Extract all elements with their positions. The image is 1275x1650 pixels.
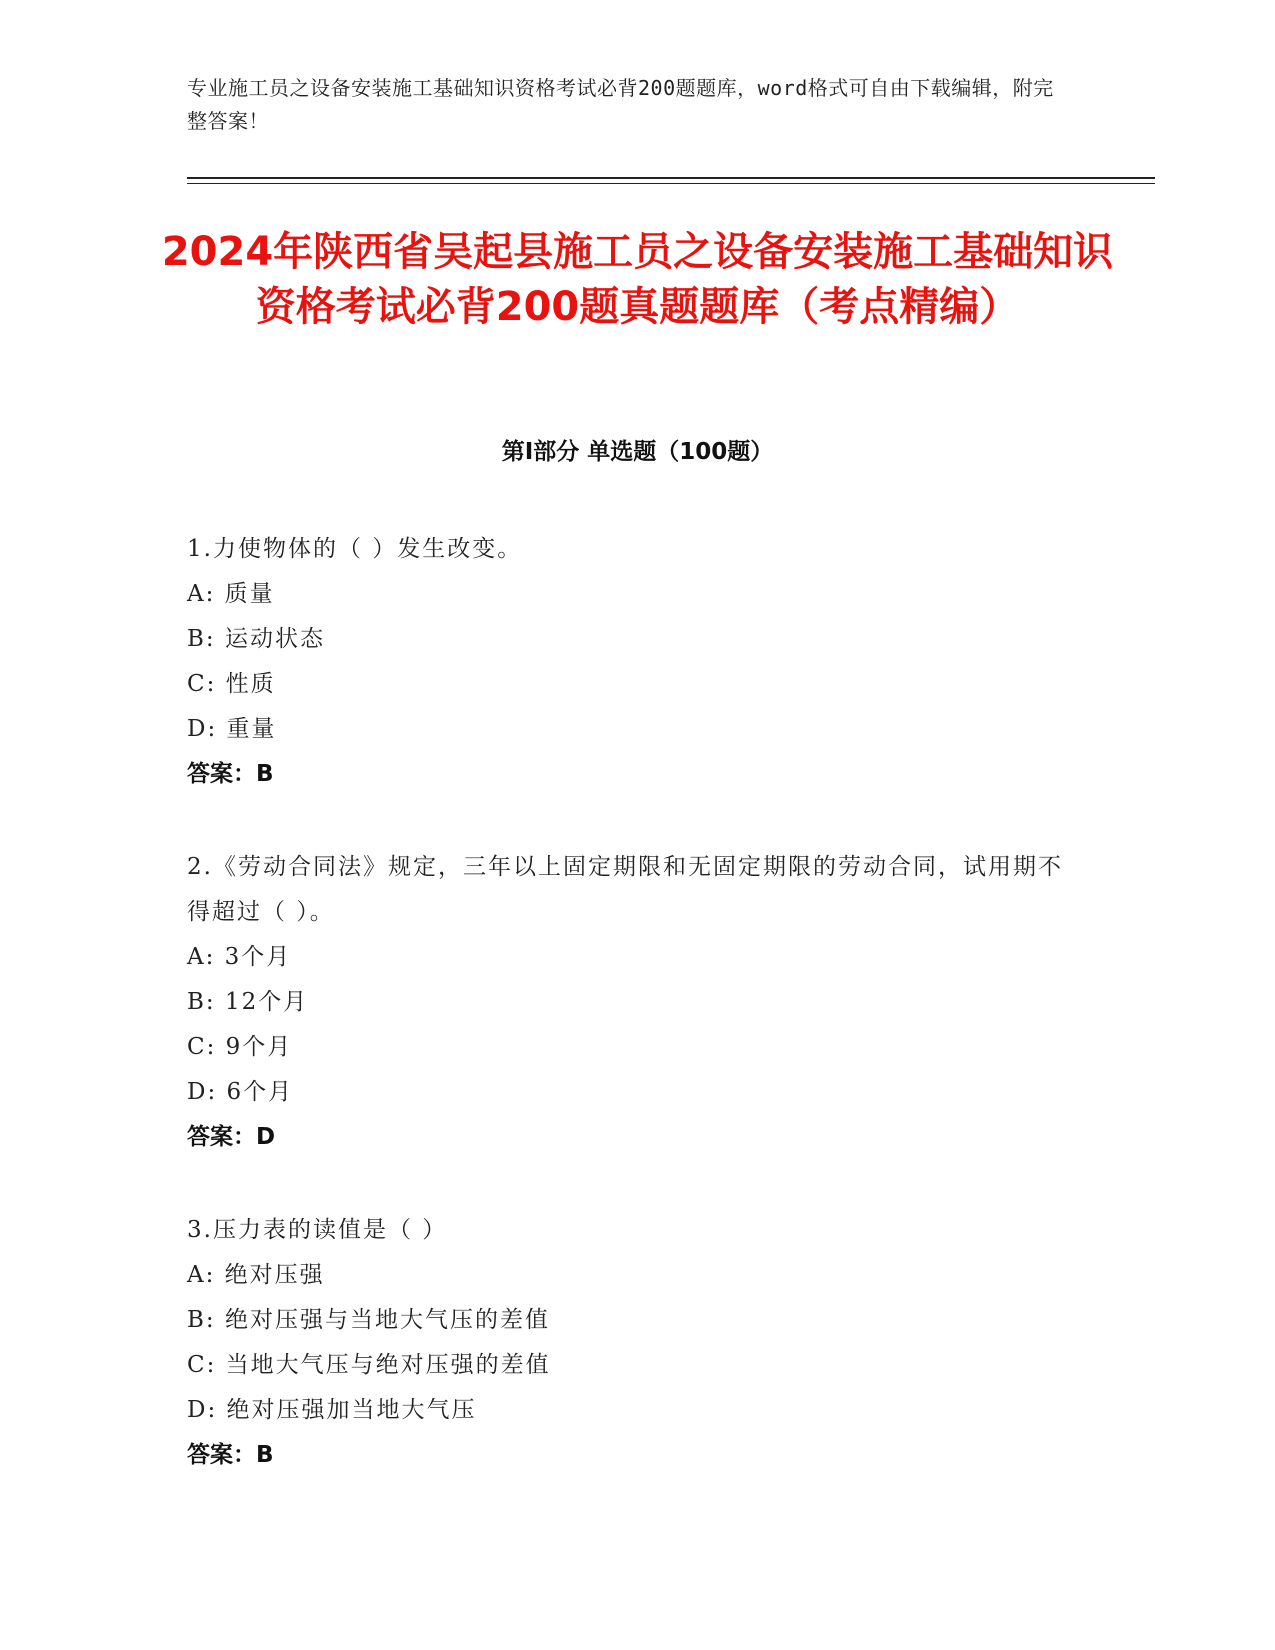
question-stem: 2.《劳动合同法》规定，三年以上固定期限和无固定期限的劳动合同，试用期不得超过（ ）。 [187,854,1063,925]
option-d: D: 绝对压强加当地大气压 [187,1397,477,1423]
option-a: A: 绝对压强 [187,1262,325,1288]
option-b: B: 运动状态 [187,626,325,652]
option-a: A: 3个月 [187,944,292,970]
question-stem: 1.力使物体的（ ）发生改变。 [187,536,523,562]
option-a: A: 质量 [187,581,275,607]
header-divider-thin [187,183,1155,184]
option-b: B: 12个月 [187,989,309,1015]
question-3 [187,1208,1067,1478]
header-divider-thick [187,177,1155,179]
answer: 答案：B [187,1442,274,1468]
option-d: D: 6个月 [187,1079,294,1105]
question-1 [187,527,1067,797]
header-note: 专业施工员之设备安装施工基础知识资格考试必背200题题库，word格式可自由下载编辑，附完整答案！ [187,76,1054,133]
section-title: 第I部分 单选题（100题） [501,439,774,465]
document-title: 2024年陕西省吴起县施工员之设备安装施工基础知识资格考试必背200题真题题库（考点精编） [161,229,1114,330]
answer: 答案：D [187,1124,276,1150]
option-d: D: 重量 [187,716,277,742]
answer: 答案：B [187,761,274,787]
option-b: B: 绝对压强与当地大气压的差值 [187,1307,550,1333]
option-c: C: 9个月 [187,1034,293,1060]
question-stem: 3.压力表的读值是（ ） [187,1217,448,1243]
option-c: C: 性质 [187,671,276,697]
option-c: C: 当地大气压与绝对压强的差值 [187,1352,551,1378]
question-2 [187,845,1067,1160]
